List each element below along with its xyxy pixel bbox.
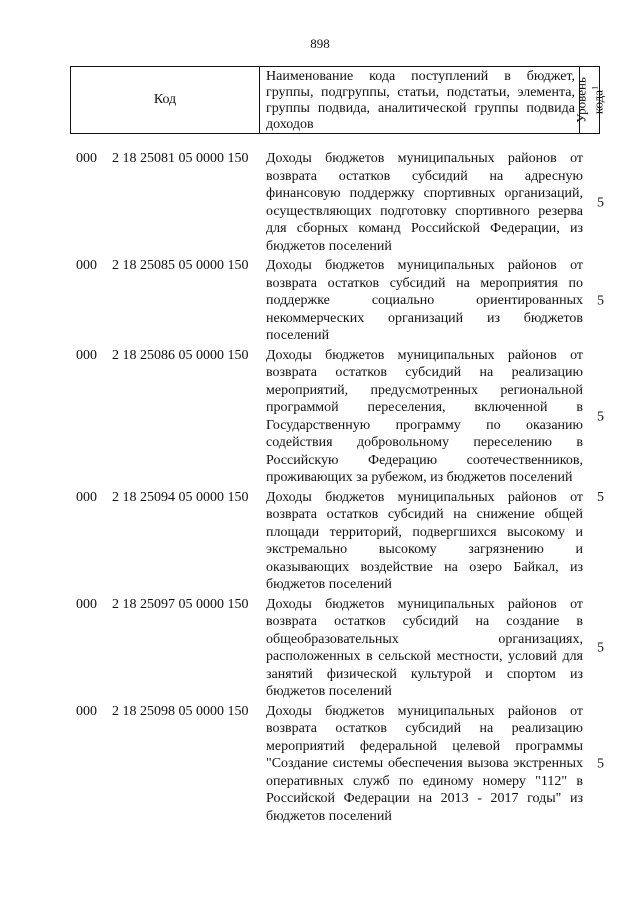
admin-code: 000	[76, 596, 97, 612]
header-level-footnote: 1	[589, 85, 599, 90]
code-level: 5	[597, 408, 604, 424]
header-level-label	[574, 77, 605, 123]
header-level-column	[572, 67, 606, 133]
income-code: 2 18 25085 05 0000 150	[112, 258, 249, 273]
code-level: 5	[597, 489, 604, 505]
table-row	[0, 347, 640, 487]
table-row	[0, 489, 640, 594]
table-row	[0, 150, 640, 255]
income-code: 2 18 25098 05 0000 150	[112, 703, 249, 719]
table-header	[70, 66, 606, 134]
income-description: Доходы бюджетов муниципальных районов от возврата остатков субсидий на создание в общеобразовательных организациях, расположенных в сельской местности, условий для занятий физической культурой и спортом из бюджетов поселений	[266, 596, 583, 699]
header-level-code-word: кода	[590, 89, 606, 115]
income-code: 2 18 25097 05 0000 150	[112, 596, 249, 612]
admin-code: 000	[76, 347, 97, 363]
page-number: 898	[310, 36, 330, 51]
code-level: 5	[597, 293, 604, 308]
income-code: 2 18 25081 05 0000 150	[112, 151, 249, 166]
code-level: 5	[597, 194, 604, 210]
admin-code: 000	[76, 151, 97, 166]
income-description: Доходы бюджетов муниципальных районов от возврата остатков субсидий на мероприятия по поддержке социально ориентированных некоммерческих организаций из бюджетов поселений	[266, 258, 583, 343]
header-level-word: Уровень	[572, 77, 588, 123]
income-description: Доходы бюджетов муниципальных районов от возврата остатков субсидий на реализацию мероприятий федеральной целевой программы "Создание системы обеспечения вызова экстренных оперативных служб по единому номеру "112" в Российской Федерации на 2013 - 2017 годы" из бюджетов поселений	[266, 703, 583, 824]
code-level: 5	[597, 756, 604, 771]
code-level: 5	[597, 640, 604, 656]
admin-code: 000	[76, 489, 97, 505]
table-row	[0, 703, 640, 826]
income-description: Доходы бюджетов муниципальных районов от возврата остатков субсидий на реализацию мероприятий, предусмотренных региональной программой переселения, включенной в Государственную программу по оказанию содействия добровольному переселению в Российскую Федерацию соотечественников, проживающих за рубежом, из бюджетов поселений	[266, 347, 583, 485]
admin-code: 000	[76, 703, 97, 719]
header-name-column: Наименование кода поступлений в бюджет, группы, подгруппы, статьи, подстатьи, элемента, группы подвида, аналитической группы подвида доходов	[260, 67, 580, 133]
table-row	[0, 257, 640, 345]
income-code: 2 18 25086 05 0000 150	[112, 347, 249, 363]
admin-code: 000	[76, 258, 97, 273]
table-row	[0, 596, 640, 701]
income-code: 2 18 25094 05 0000 150	[112, 489, 249, 505]
income-description: Доходы бюджетов муниципальных районов от возврата остатков субсидий на адресную финансовую поддержку спортивных организаций, осуществляющих подготовку спортивного резерва для сборных команд Российской Федерации, из бюджетов поселений	[266, 151, 583, 254]
income-description: Доходы бюджетов муниципальных районов от возврата остатков субсидий на снижение общей площади территорий, подвергшихся высокому и экстремально высокому загрязнению и оказывающих воздействие на озеро Байкал, из бюджетов поселений	[266, 489, 583, 592]
header-code-column: Код	[71, 67, 260, 133]
table-body	[0, 150, 640, 827]
